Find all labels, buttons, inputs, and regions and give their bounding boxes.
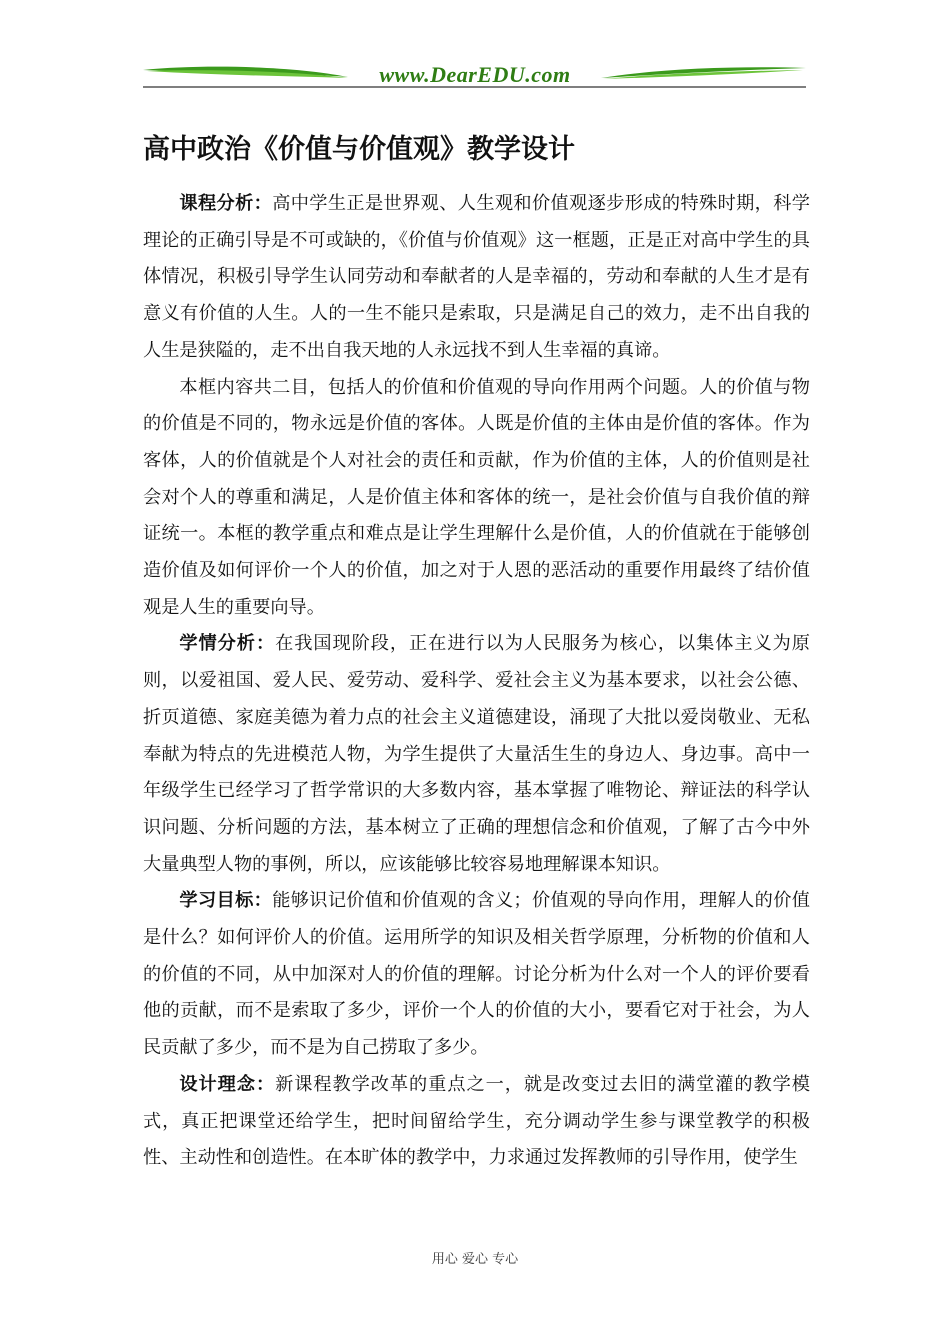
page-title: 高中政治《价值与价值观》教学设计: [143, 134, 575, 165]
page-footer: 用心 爱心 专心: [431, 1252, 519, 1267]
paragraph-course-analysis: [143, 186, 810, 370]
site-logo: www.DearEDU.com: [379, 62, 571, 87]
paragraph-text: 在我国现阶段，正在进行以为人民服务为核心，以集体主义为原则，以爱祖国、爱人民、爱劳动、爱科学、爱社会主义为基本要求，以社会公德、折页道德、家庭美德为着力点的社会主义道德建设，涌现了大批以爱岗敬业、无私奉献为特点的先进模范人物，为学生提供了大量活生生的身边人、身边事。高中一年级学生已经学习了哲学常识的大多数内容，基本掌握了唯物论、辩证法的科学认识问题、分析问题的方法，基本树立了正确的理想信念和价值观，了解了古今中外大量典型人物的事例，所以，应该能够比较容易地理解课本知识。: [143, 633, 810, 875]
document-body: [143, 186, 810, 1177]
page-header: [143, 60, 806, 92]
paragraph-text: 新课程教学改革的重点之一，就是改变过去旧的满堂灌的教学模式，真正把课堂还给学生，把时间留给学生，充分调动学生参与课堂教学的积极性、主动性和创造性。在本旷体的教学中，力求通过发挥教师的引导作用，使学生: [143, 1073, 810, 1169]
paragraph-learning-goals: [143, 883, 810, 1067]
paragraph-design-concept: [143, 1067, 810, 1177]
paragraph-text: 本框内容共二目，包括人的价值和价值观的导向作用两个问题。人的价值与物的价值是不同的，物永远是价值的客体。人既是价值的主体由是价值的客体。作为客体，人的价值就是个人对社会的责任和贡献，作为价值的主体，人的价值则是社会对个人的尊重和满足，人是价值主体和客体的统一，是社会价值与自我价值的辩证统一。本框的教学重点和难点是让学生理解什么是价值，人的价值就在于能够创造价值及如何评价一个人的价值，加之对于人恩的恶活动的重要作用最终了结价值观是人生的重要向导。: [143, 376, 810, 618]
paragraph-text: 高中学生正是世界观、人生观和价值观逐步形成的特殊时期，科学理论的正确引导是不可或缺的，《价值与价值观》这一框题，正是正对高中学生的具体情况，积极引导学生认同劳动和奉献者的人是幸福的，劳动和奉献的人生才是有意义有价值的人生。人的一生不能只是索取，只是满足自己的效力，走不出自我的人生是狭隘的，走不出自我天地的人永远找不到人生幸福的真谛。: [143, 193, 810, 361]
paragraph-label: 学情分析：: [179, 633, 276, 655]
paragraph-content-overview: [143, 370, 810, 627]
paragraph-label: 设计理念：: [179, 1073, 276, 1095]
paragraph-text: 能够识记价值和价值观的含义；价值观的导向作用，理解人的价值是什么？如何评价人的价值。运用所学的知识及相关哲学原理，分析物的价值和人的价值的不同，从中加深对人的价值的理解。讨论分析为什么对一个人的评价要看他的贡献，而不是索取了多少，评价一个人的价值的大小，要看它对于社会，为人民贡献了多少，而不是为自己捞取了多少。: [143, 890, 810, 1059]
paragraph-student-analysis: [143, 626, 810, 883]
paragraph-label: 课程分析：: [179, 193, 273, 214]
paragraph-label: 学习目标：: [179, 890, 273, 912]
